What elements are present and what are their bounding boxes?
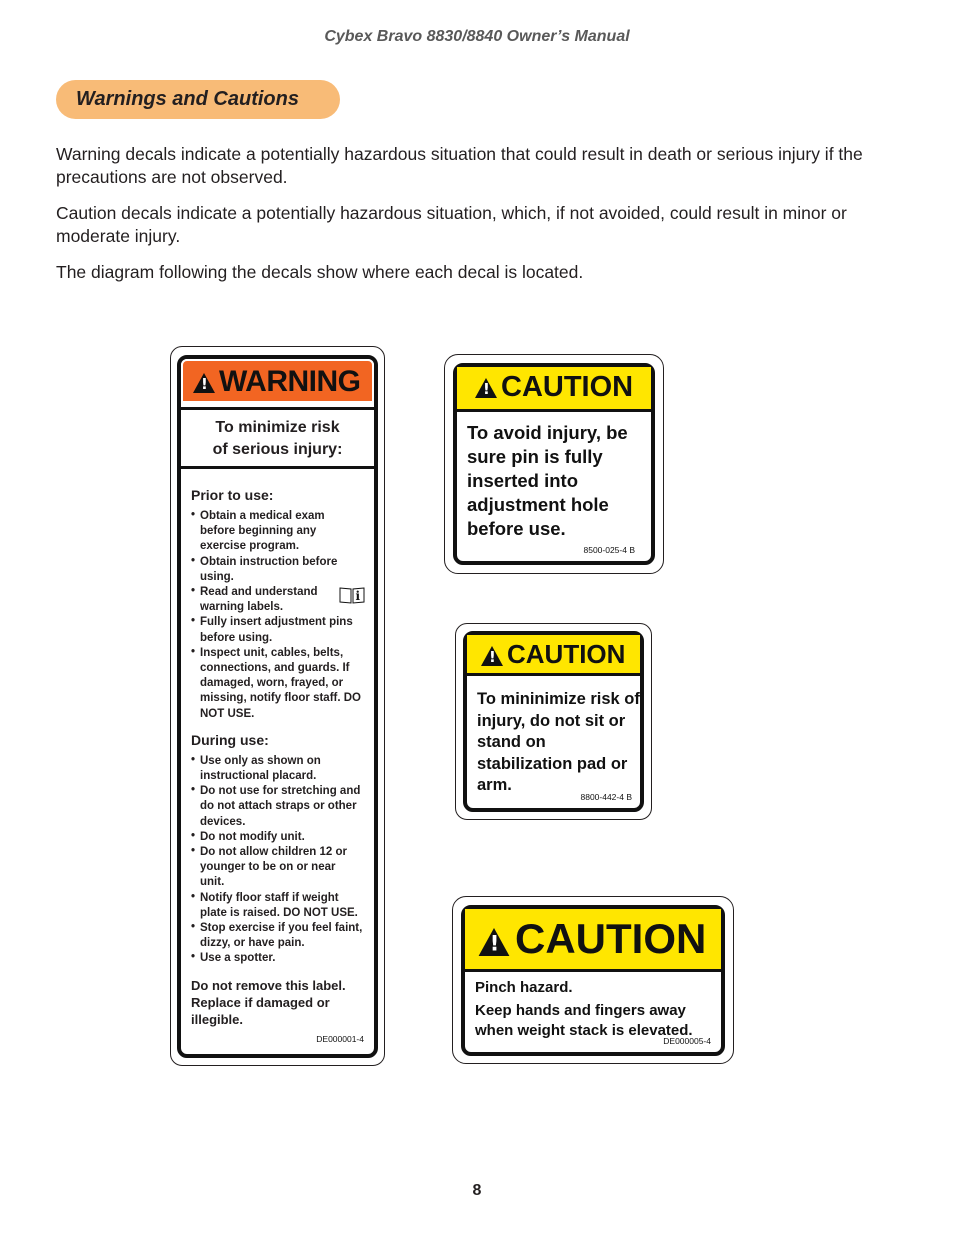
caution-banner [465,909,721,972]
prior-heading: Prior to use: [191,487,274,503]
list-item: • Obtain a medical exam before beginning any exercise program. [191,509,368,555]
caution-banner [467,635,640,676]
decal-code: DE000005-4 [663,1036,711,1046]
page-header: Cybex Bravo 8830/8840 Owner’s Manual [324,28,630,45]
caution-text: To avoid injury, be sure pin is fully inserted into adjustment hole before use. [467,422,628,539]
warning-triangle-icon [479,928,510,956]
caution-decal-pinch-hazard [452,896,734,1064]
list-item: • Stop exercise if you feel faint, dizzy, or have pain. [191,921,368,951]
warning-triangle-icon [193,373,215,393]
warning-triangle-icon [475,378,497,398]
caution-decal-stabilization-pad [455,623,652,820]
list-item: • Use only as shown on instructional placard. [191,754,368,784]
warning-triangle-icon [481,646,503,666]
info-book-icon [339,586,365,604]
warning-title: !WARNING [193,365,361,399]
warning-body [191,481,368,1028]
caution-text: To mininimize risk of injury, do not sit or stand on stabilization pad or arm. [477,690,640,794]
warning-footer: Do not remove this label. Replace if damaged or illegible. [191,977,346,1027]
svg-text:i: i [355,589,361,603]
list-item: • Inspect unit, cables, belts, connections, and guards. If damaged, worn, frayed, or missing, notify floor staff. DO NOT USE. [191,646,368,722]
caution-text-hands: Keep hands and fingers away when weight stack is elevated. [475,1002,693,1039]
list-item: • Notify floor staff if weight plate is raised. DO NOT USE. [191,891,368,921]
during-heading: During use: [191,731,269,748]
list-item: • Do not modify unit. [191,830,368,845]
list-item: • Do not allow children 12 or younger to be on or near unit. [191,845,368,891]
decal-code: DE000001-4 [316,1034,364,1044]
list-item: • Read and understand warning labels. [191,585,368,615]
section-title: Warnings and Cautions [56,80,340,119]
during-list [191,754,368,967]
prior-list [191,509,368,722]
list-item: • Fully insert adjustment pins before using. [191,615,368,645]
warning-subtitle: To minimize risk of serious injury: [181,407,374,469]
caution-title: !CAUTION [481,639,625,670]
paragraph-diagram-note: The diagram following the decals show where each decal is located. [56,262,584,282]
warning-decal [170,346,385,1066]
caution-decal-pin [444,354,664,574]
paragraph-warning-definition: Warning decals indicate a potentially hazardous situation that could result in death or serious injury if the precautions are not observed. [56,144,863,187]
list-item: • Obtain instruction before using. [191,555,368,585]
list-item: • Use a spotter. [191,951,368,966]
list-item: • Do not use for stretching and do not attach straps or other devices. [191,784,368,830]
decal-code: 8800-442-4 B [580,792,632,802]
paragraph-caution-definition: Caution decals indicate a potentially hazardous situation, which, if not avoided, could result in minor or moderate injury. [56,203,847,246]
caution-text-pinch: Pinch hazard. [475,979,573,996]
caution-banner [457,367,651,412]
caution-title: !CAUTION [483,915,706,963]
page-number: 8 [472,1182,482,1199]
decal-code: 8500-025-4 B [583,545,635,555]
caution-title: !CAUTION [475,371,633,404]
warning-banner [181,359,374,403]
